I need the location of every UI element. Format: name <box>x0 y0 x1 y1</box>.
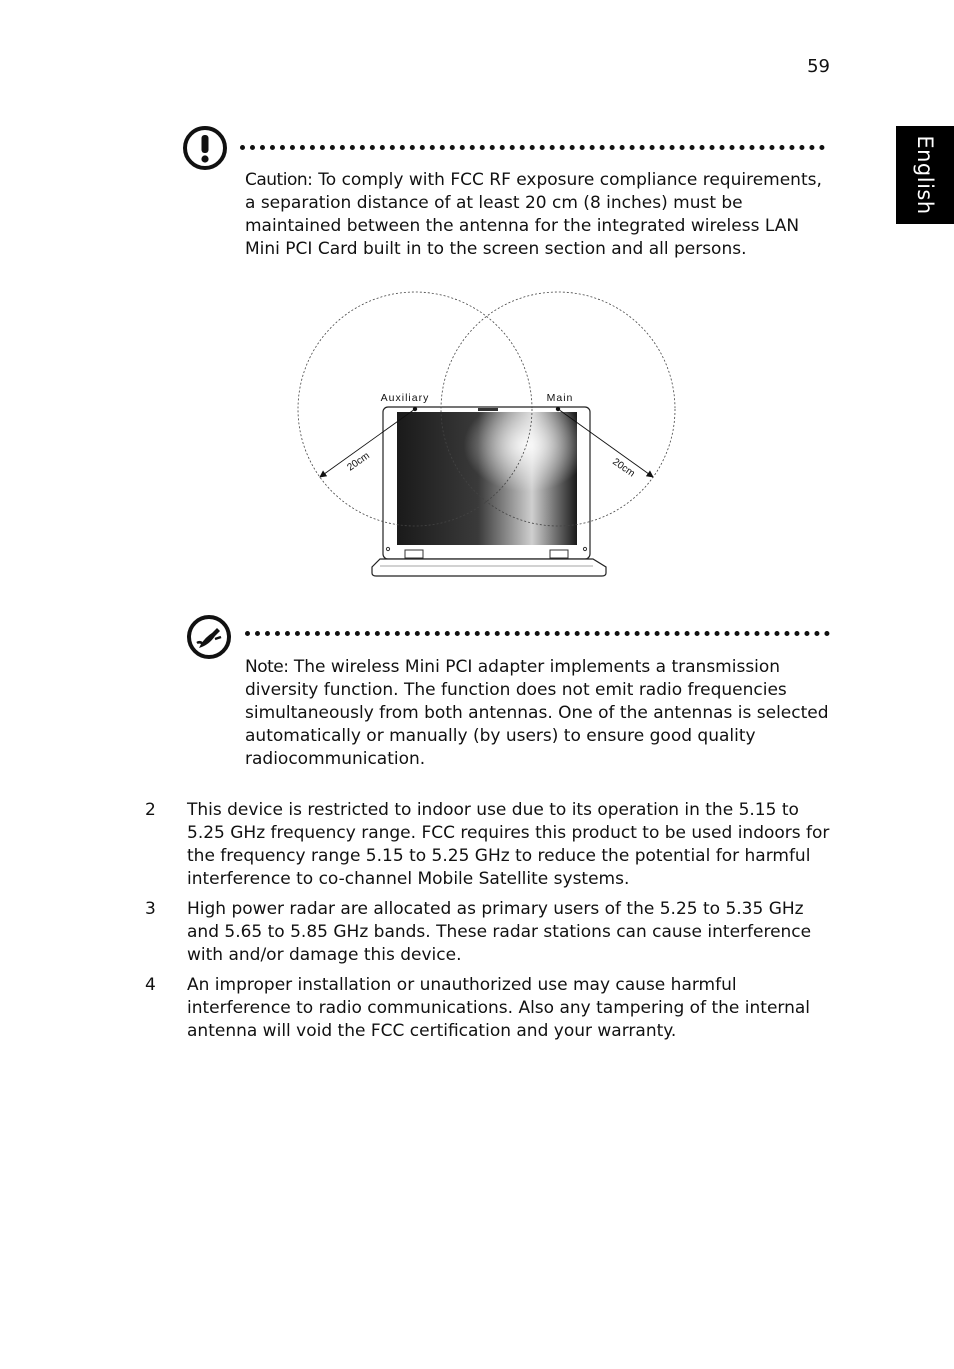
caution-text <box>245 169 835 261</box>
note-text <box>245 656 835 771</box>
antenna-diagram <box>290 285 690 580</box>
list-item-text: This device is restricted to indoor use due to its operation in the 5.15 to 5.25 GHz frequency range. FCC requires this product to be used indoors for the frequency range 5.15 to 5.25 GHz to reduce the potential for harmful interference to co-channel Mobile Satellite systems. <box>187 800 830 889</box>
auxiliary-label: Auxiliary <box>380 392 430 404</box>
note-divider <box>245 631 830 636</box>
left-distance-label: 20cm <box>345 450 372 474</box>
language-tab <box>896 126 954 224</box>
caution-divider <box>240 145 825 150</box>
exclamation-circle-icon <box>182 125 228 171</box>
laptop-base <box>372 559 606 576</box>
page-number: 59 <box>807 56 830 77</box>
language-tab-label: English <box>913 135 937 215</box>
list-item-text: High power radar are allocated as primary users of the 5.25 to 5.35 GHz and 5.65 to 5.85 GHz bands. These radar stations can cause interference with and/or damage this device. <box>187 899 812 965</box>
list-item-text: An improper installation or unauthorized use may cause harmful interference to radio communications. Also any tampering of the internal antenna will void the FCC certification and your warranty. <box>187 975 811 1041</box>
main-label: Main <box>546 392 574 404</box>
pen-note-icon <box>185 613 233 661</box>
list-item-number: 4 <box>145 975 156 995</box>
note-body: The wireless Mini PCI adapter implements a transmission diversity function. The function does not emit radio frequencies simultaneously from both antennas. One of the antennas is selected automatically or manually (by users) to ensure good quality radiocommunication. <box>245 657 829 769</box>
right-distance-label: 20cm <box>610 456 637 480</box>
list-item-number: 3 <box>145 899 156 919</box>
caution-lead: Caution <box>245 170 308 190</box>
note-lead: Note: <box>245 657 289 677</box>
list-item-number: 2 <box>145 800 156 820</box>
caution-body: : To comply with FCC RF exposure compliance requirements, a separation distance of at least 20 cm (8 inches) must be maintained between the antenna for the integrated wireless LAN Mini PCI Card built in to the screen section and all persons. <box>245 170 822 259</box>
